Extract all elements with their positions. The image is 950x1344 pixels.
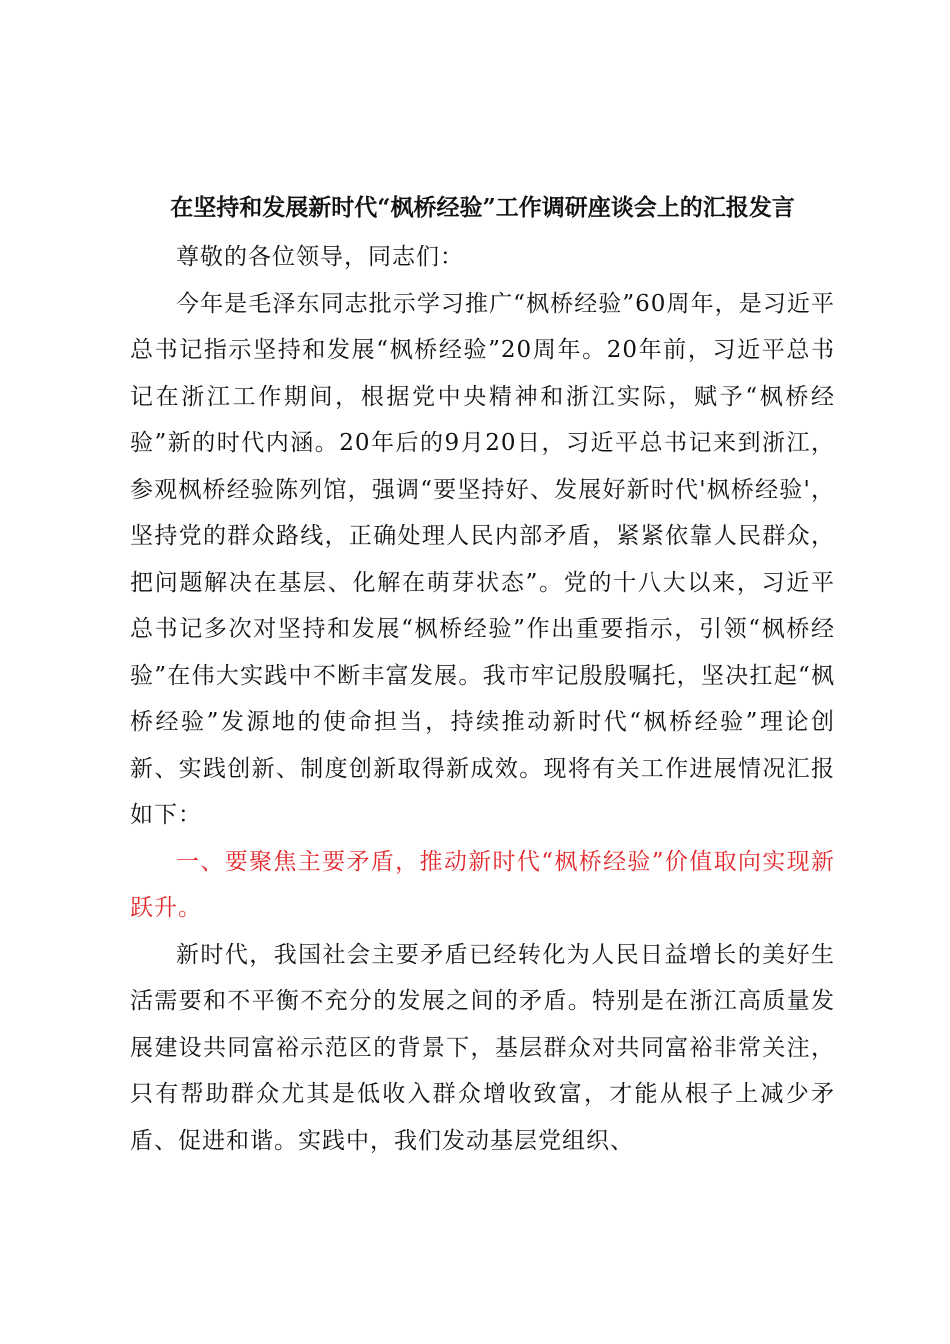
greeting-line: 尊敬的各位领导，同志们： [176, 244, 464, 270]
paragraph-intro: 今年是毛泽东同志批示学习推广“枫桥经验”60周年，是习近平总书记指示坚持和发展“枫桥经验”20周年。20年前，习近平总书记在浙江工作期间，根据党中央精神和浙江实际，赋予“枫桥经验”新的时代内涵。20年后的9月20日，习近平总书记来到浙江，参观枫桥经验陈列馆，强调“要坚持好、发展好新时代'枫桥经验'，坚持党的群众路线，正确处理人民内部矛盾，紧紧依靠人民群众，把问题解决在基层、化解在萌芽状态”。党的十八大以来，习近平总书记多次对坚持和发展“枫桥经验”作出重要指示，引领“枫桥经验”在伟大实践中不断丰富发展。我市牢记殷殷嘱托，坚决扛起“枫桥经验”发源地的使命担当，持续推动新时代“枫桥经验”理论创新、实践创新、制度创新取得新成效。现将有关工作进展情况汇报如下： [130, 290, 835, 828]
document-body [130, 188, 835, 1164]
paragraph-section-1: 新时代，我国社会主要矛盾已经转化为人民日益增长的美好生活需要和不平衡不充分的发展之间的矛盾。特别是在浙江高质量发展建设共同富裕示范区的背景下，基层群众对共同富裕非常关注，只有帮助群众尤其是低收入群众增收致富，才能从根子上减少矛盾、促进和谐。实践中，我们发动基层党组织、 [130, 941, 835, 1154]
document-title: 在坚持和发展新时代“枫桥经验”工作调研座谈会上的汇报发言 [170, 194, 795, 221]
section-heading-1: 一、要聚焦主要矛盾，推动新时代“枫桥经验”价值取向实现新跃升。 [130, 848, 835, 921]
